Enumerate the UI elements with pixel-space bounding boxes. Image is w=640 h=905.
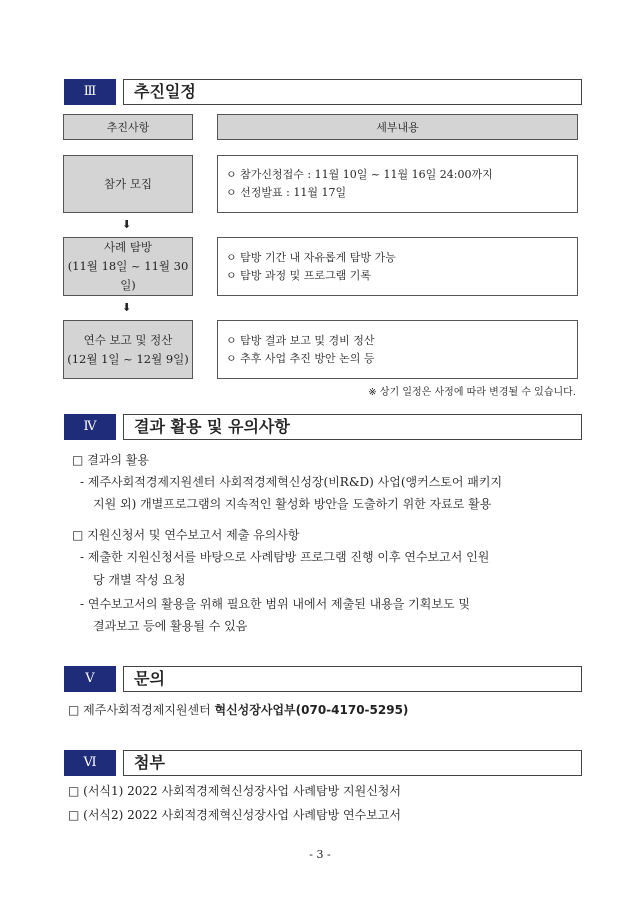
contact-line [68,699,408,721]
results-para-2b: 당 개별 작성 요청 [93,573,186,587]
contact-org: □ 제주사회적경제지원센터 [68,703,215,717]
results-para-1a: - 제주사회적경제지원센터 사회적경제혁신성장(비R&D) 사업(앵커스토어 패키지 [80,475,503,489]
step-label: 사례 탐방 [103,240,153,254]
detail-line: ㅇ 탐방 과정 및 프로그램 기록 [226,268,371,282]
section-number: Ⅴ [64,666,116,692]
section-4-header [64,414,582,440]
attachment-1: □ (서식1) 2022 사회적경제혁신성장사업 사례탐방 지원신청서 [68,784,401,798]
contact-dept: 혁신성장사업부(070-4170-5295) [214,703,409,717]
schedule-detail-recruit [217,155,578,213]
section-3-header [64,79,582,105]
schedule-detail-visit [217,237,578,296]
results-para-3a: - 연수보고서의 활용을 위해 필요한 범위 내에서 제출된 내용을 기획보도 및 [80,597,470,611]
section-number: Ⅳ [64,414,116,440]
detail-line: ㅇ 추후 사업 추진 방안 논의 등 [226,351,375,365]
table-header-right: 세부내용 [217,114,578,140]
section-title: 추진일정 [123,79,582,105]
down-arrow-icon: ⬇ [122,218,132,231]
detail-line: ㅇ 참가신청접수 : 11월 10일 ~ 11월 16일 24:00까지 [226,168,493,181]
results-para-3b: 결과보고 등에 활용될 수 있음 [93,619,248,633]
detail-line: ㅇ 탐방 기간 내 자유롭게 탐방 가능 [226,250,396,264]
results-heading-1: □ 결과의 활용 [72,453,149,467]
step-period: (12월 1일 ~ 12월 9일) [67,351,189,366]
section-title: 결과 활용 및 유의사항 [123,414,582,440]
step-label: 연수 보고 및 정산 [83,332,173,347]
results-para-1b: 지원 외) 개별프로그램의 지속적인 활성화 방안을 도출하기 위한 자료로 활용 [93,497,492,511]
schedule-detail-report [217,320,578,379]
section-title: 문의 [123,666,582,692]
results-para-2a: - 제출한 지원신청서를 바탕으로 사례탐방 프로그램 진행 이후 연수보고서 인원 [80,550,490,564]
page-number: - 3 - [309,848,331,861]
section-number: Ⅵ [64,750,116,776]
detail-line: ㅇ 탐방 결과 보고 및 경비 정산 [226,333,375,347]
schedule-step-visit [63,237,193,296]
schedule-step-report [63,320,193,379]
section-number: Ⅲ [64,79,116,105]
step-period: (11월 18일 ~ 11월 30일) [67,259,189,292]
schedule-step-recruit [63,155,193,213]
results-heading-2: □ 지원신청서 및 연수보고서 제출 유의사항 [72,528,300,542]
down-arrow-icon: ⬇ [122,301,132,314]
section-6-header [64,750,582,776]
table-header-left: 추진사항 [63,114,193,140]
section-title: 첨부 [123,750,582,776]
section-5-header [64,666,582,692]
step-label: 참가 모집 [103,176,153,191]
detail-line: ㅇ 선정발표 : 11월 17일 [226,186,347,199]
attachment-2: □ (서식2) 2022 사회적경제혁신성장사업 사례탐방 연수보고서 [68,808,401,822]
schedule-note: ※ 상기 일정은 사정에 따라 변경될 수 있습니다. [368,387,576,398]
